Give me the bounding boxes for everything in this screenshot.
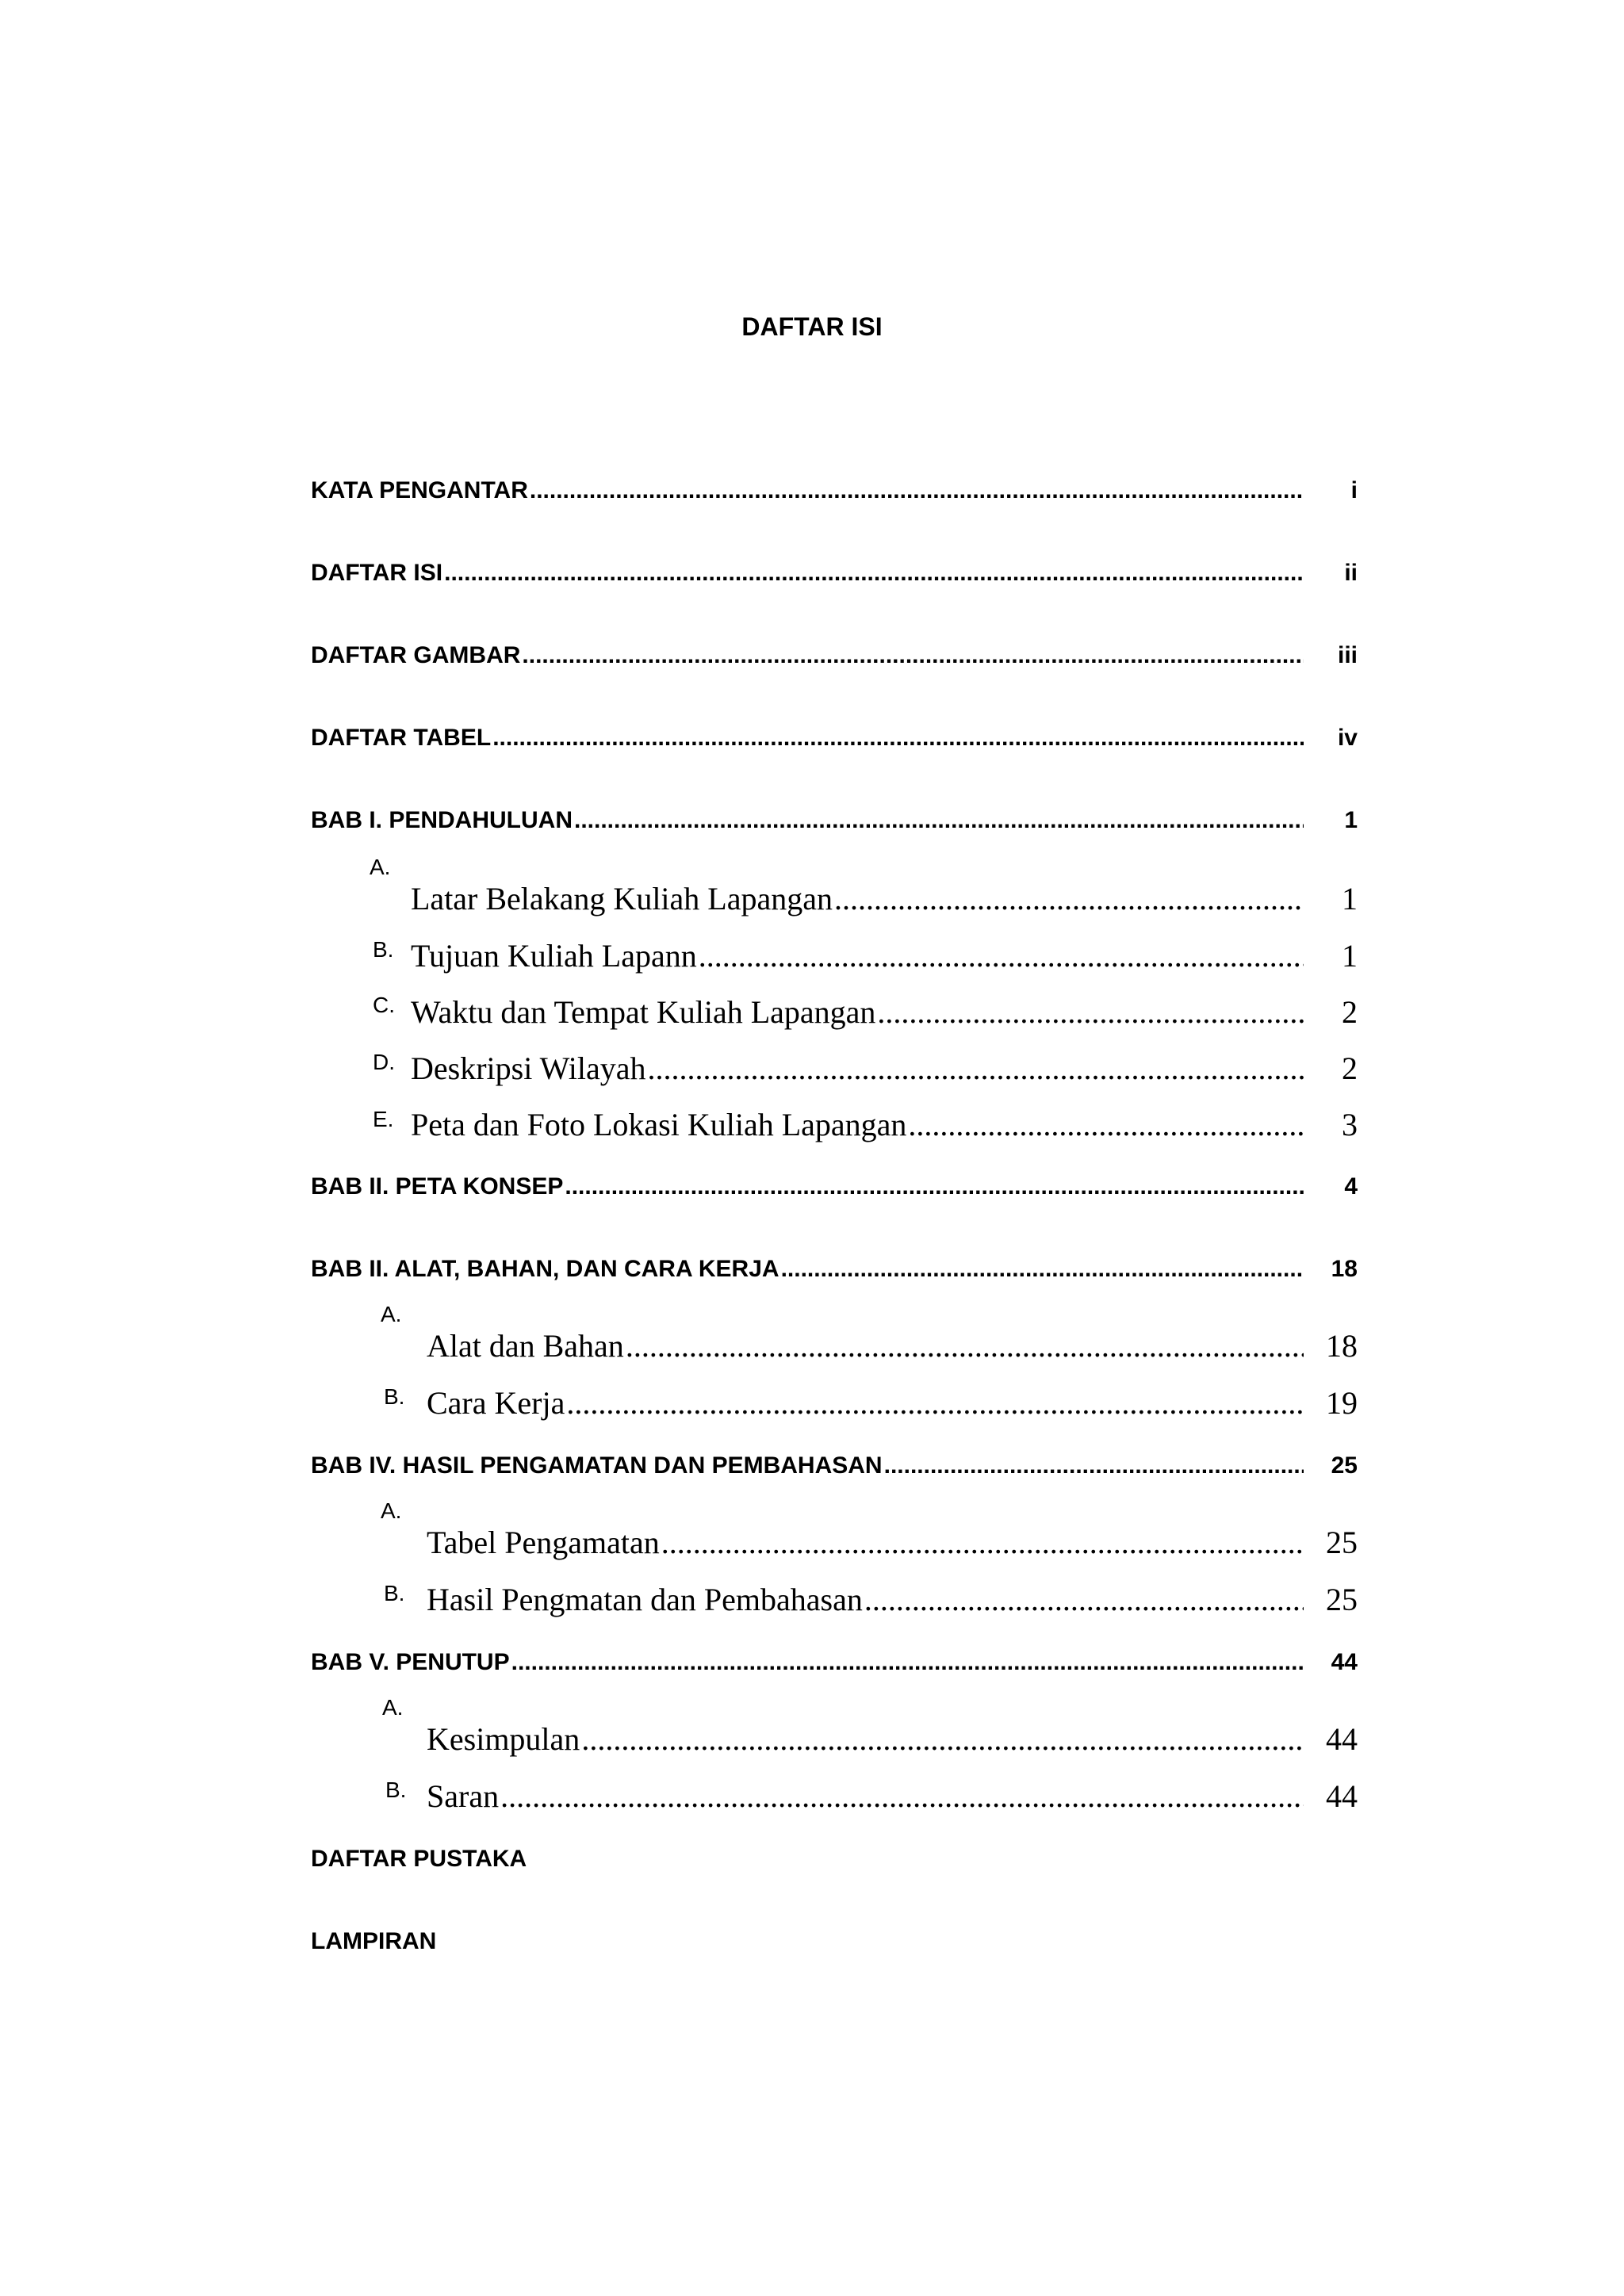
toc-sub-entry-deskripsi <box>411 1040 1358 1085</box>
toc-sub-entry-tujuan <box>411 928 1358 972</box>
toc-entry-page: 3 <box>1342 1107 1358 1142</box>
toc-sub-entry-kesimpulan <box>427 1711 1358 1755</box>
toc-sub-letter: D. <box>373 1050 395 1074</box>
toc-entry-page: 44 <box>1331 1649 1358 1675</box>
toc-entry-page: 1 <box>1342 938 1358 974</box>
toc-sub-letter: B. <box>384 1384 405 1409</box>
dot-leader <box>565 1175 1304 1199</box>
toc-entry-page: 44 <box>1326 1778 1358 1814</box>
toc-entry-label: Cara Kerja <box>427 1385 565 1421</box>
toc-entry-page: iii <box>1337 642 1358 668</box>
toc-entry-daftar-pustaka <box>311 1827 1358 1871</box>
dot-leader <box>877 997 1304 1028</box>
toc-entry-label: LAMPIRAN <box>311 1928 437 1954</box>
toc-entry-label: Kesimpulan <box>427 1721 580 1757</box>
toc-entry-page: i <box>1350 477 1358 503</box>
dot-leader <box>581 1724 1304 1755</box>
toc-sub-entry-tabel-pengamatan <box>427 1514 1358 1559</box>
toc-entry-label: BAB II. ALAT, BAHAN, DAN CARA KERJA <box>311 1256 779 1282</box>
toc-entry-bab-4 <box>311 1433 1358 1478</box>
toc-entry-label: Alat dan Bahan <box>427 1328 624 1364</box>
dot-leader <box>500 1781 1304 1812</box>
toc-entry-label: BAB II. PETA KONSEP <box>311 1173 564 1200</box>
toc-sub-letter: C. <box>373 993 395 1017</box>
toc-entry-label: BAB I. PENDAHULUAN <box>311 807 573 833</box>
toc-entry-page: 2 <box>1342 1050 1358 1086</box>
toc-entry-label: Peta dan Foto Lokasi Kuliah Lapangan <box>411 1107 907 1142</box>
toc-sub-letter: E. <box>373 1107 394 1131</box>
dot-leader <box>492 726 1304 750</box>
toc-entry-label: Deskripsi Wilayah <box>411 1050 646 1086</box>
toc-entry-label: DAFTAR TABEL <box>311 725 492 751</box>
toc-entry-label: DAFTAR PUSTAKA <box>311 1846 527 1872</box>
toc-entry-label: Saran <box>427 1778 500 1814</box>
toc-entry-page: 25 <box>1326 1525 1358 1560</box>
toc-sub-letter: A. <box>382 1695 404 1720</box>
toc-entry-label: DAFTAR GAMBAR <box>311 642 521 668</box>
page-title: DAFTAR ISI <box>741 312 883 341</box>
dot-leader <box>864 1584 1304 1616</box>
toc-entry-bab-5 <box>311 1630 1358 1674</box>
toc-entry-label: Tabel Pengamatan <box>427 1525 660 1560</box>
toc-entry-daftar-gambar <box>311 623 1358 668</box>
toc-entry-bab-2-peta-konsep <box>311 1154 1358 1199</box>
toc-entry-page: 18 <box>1331 1256 1358 1282</box>
toc-entry-label: Waktu dan Tempat Kuliah Lapangan <box>411 994 876 1030</box>
toc-entry-page: 4 <box>1344 1173 1358 1200</box>
toc-sub-letter: B. <box>385 1777 407 1802</box>
toc-sub-entry-alat-bahan <box>427 1318 1358 1362</box>
toc-entry-page: 44 <box>1326 1721 1358 1757</box>
toc-entry-daftar-tabel <box>311 706 1358 750</box>
dot-leader <box>699 940 1304 972</box>
dot-leader <box>566 1387 1304 1419</box>
toc-sub-letter: B. <box>373 937 394 962</box>
toc-entry-page: 18 <box>1326 1328 1358 1364</box>
toc-entry-label: Latar Belakang Kuliah Lapangan <box>411 881 833 916</box>
toc-entry-label: DAFTAR ISI <box>311 560 443 586</box>
dot-leader <box>781 1257 1304 1281</box>
toc-entry-bab-1 <box>311 788 1358 832</box>
toc-sub-entry-latar-belakang <box>411 871 1358 915</box>
toc-entry-page: 1 <box>1344 807 1358 833</box>
toc-entry-bab-2-alat-bahan <box>311 1237 1358 1281</box>
dot-leader <box>444 561 1304 585</box>
dot-leader <box>522 644 1304 668</box>
toc-sub-entry-cara-kerja <box>427 1375 1358 1419</box>
toc-sub-entry-hasil-pengamatan <box>427 1571 1358 1616</box>
toc-entry-lampiran <box>311 1909 1358 1954</box>
toc-sub-letter: A. <box>381 1302 402 1326</box>
toc-entry-kata-pengantar <box>311 458 1358 503</box>
dot-leader <box>574 809 1304 832</box>
toc-sub-entry-waktu-tempat <box>411 984 1358 1028</box>
toc-entry-label: Hasil Pengmatan dan Pembahasan <box>427 1582 863 1617</box>
dot-leader <box>884 1454 1304 1478</box>
toc-sub-letter: A. <box>381 1498 402 1523</box>
toc-entry-page: ii <box>1344 560 1358 586</box>
toc-sub-entry-peta-foto <box>411 1096 1358 1141</box>
toc-entry-label: Tujuan Kuliah Lapann <box>411 938 697 974</box>
toc-sub-letter: A. <box>370 855 391 879</box>
dot-leader <box>511 1651 1304 1674</box>
toc-entry-page: 1 <box>1342 881 1358 916</box>
dot-leader <box>661 1527 1304 1559</box>
dot-leader <box>834 883 1304 915</box>
toc-sub-letter: B. <box>384 1581 405 1605</box>
toc-entry-page: iv <box>1337 725 1358 751</box>
toc-sub-entry-saran <box>427 1768 1358 1812</box>
dot-leader <box>647 1053 1304 1085</box>
toc-entry-page: 2 <box>1342 994 1358 1030</box>
toc-entry-page: 19 <box>1326 1385 1358 1421</box>
dot-leader <box>626 1330 1304 1362</box>
toc-entry-label: BAB V. PENUTUP <box>311 1649 510 1675</box>
toc-entry-page: 25 <box>1331 1452 1358 1479</box>
toc-entry-label: BAB IV. HASIL PENGAMATAN DAN PEMBAHASAN <box>311 1452 883 1479</box>
dot-leader <box>530 479 1304 503</box>
toc-entry-daftar-isi <box>311 541 1358 585</box>
dot-leader <box>908 1109 1304 1141</box>
toc-entry-label: KATA PENGANTAR <box>311 477 528 503</box>
toc-entry-page: 25 <box>1326 1582 1358 1617</box>
